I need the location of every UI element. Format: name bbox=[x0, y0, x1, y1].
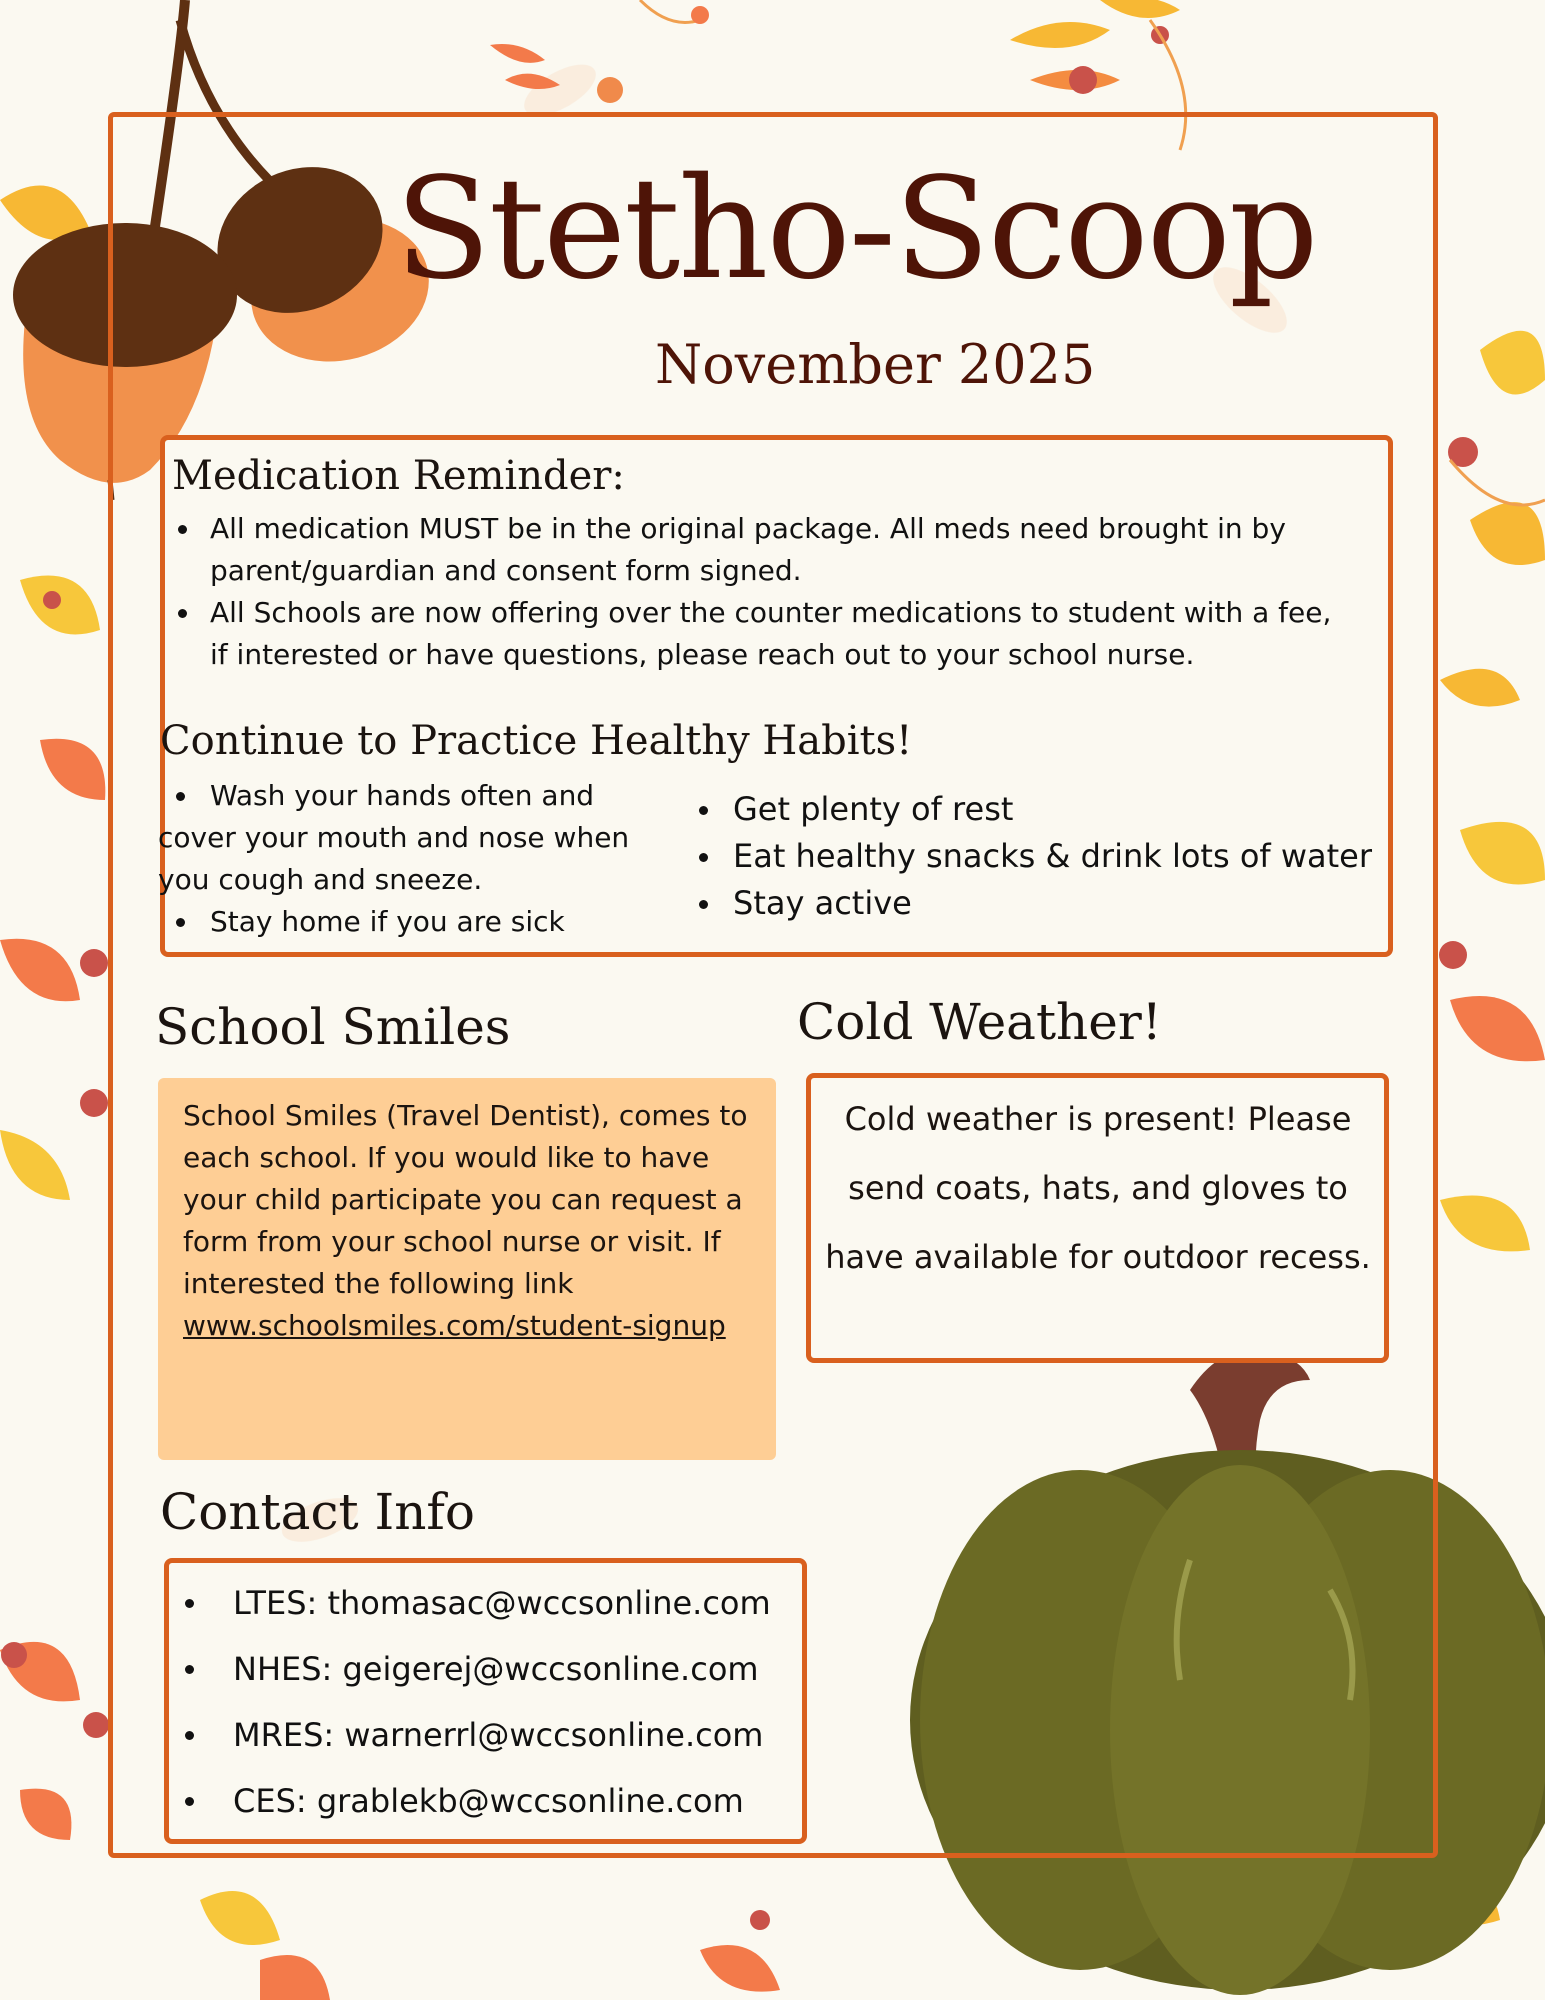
contact-item-ltes[interactable]: LTES: thomasac@wccsonline.com bbox=[185, 1570, 805, 1636]
newsletter-date: November 2025 bbox=[655, 333, 1096, 396]
contact-list bbox=[185, 1570, 805, 1834]
newsletter-title: Stetho-Scoop bbox=[395, 148, 1317, 311]
list-item: Eat healthy snacks & drink lots of water bbox=[693, 833, 1393, 880]
contact-item-nhes[interactable]: NHES: geigerej@wccsonline.com bbox=[185, 1636, 805, 1702]
habits-list-left bbox=[158, 775, 648, 943]
list-item: All medication MUST be in the original package. All meds need brought in by parent/guardian and consent form signed. bbox=[172, 508, 1332, 592]
list-item: Get plenty of rest bbox=[693, 786, 1393, 833]
school-smiles-text bbox=[183, 1095, 753, 1347]
list-item: Stay home if you are sick bbox=[158, 901, 648, 943]
right-leaves bbox=[1439, 331, 1545, 1252]
medication-heading: Medication Reminder: bbox=[172, 453, 625, 499]
school-smiles-link[interactable]: www.schoolsmiles.com/student-signup bbox=[183, 1309, 726, 1342]
list-item: All Schools are now offering over the counter medications to student with a fee, if interested or have questions, please reach out to your school nurse. bbox=[172, 592, 1332, 676]
habits-list-right bbox=[693, 786, 1393, 927]
list-item: Wash your hands often and cover your mouth and nose when you cough and sneeze. bbox=[158, 775, 648, 901]
habits-heading: Continue to Practice Healthy Habits! bbox=[160, 718, 913, 764]
school-smiles-body: School Smiles (Travel Dentist), comes to each school. If you would like to have your child participate you can request a form from your school nurse or visit. If interested the following link bbox=[183, 1099, 748, 1300]
cold-weather-heading: Cold Weather! bbox=[797, 993, 1162, 1051]
list-item: Stay active bbox=[693, 880, 1393, 927]
medication-list bbox=[172, 508, 1332, 676]
contact-item-mres[interactable]: MRES: warnerrl@wccsonline.com bbox=[185, 1702, 805, 1768]
school-smiles-heading: School Smiles bbox=[155, 998, 511, 1056]
cold-weather-text: Cold weather is present! Please send coats, hats, and gloves to have available for outdoor recess. bbox=[825, 1100, 1371, 1276]
contact-item-ces[interactable]: CES: grablekb@wccsonline.com bbox=[185, 1768, 805, 1834]
contact-heading: Contact Info bbox=[160, 1483, 476, 1541]
